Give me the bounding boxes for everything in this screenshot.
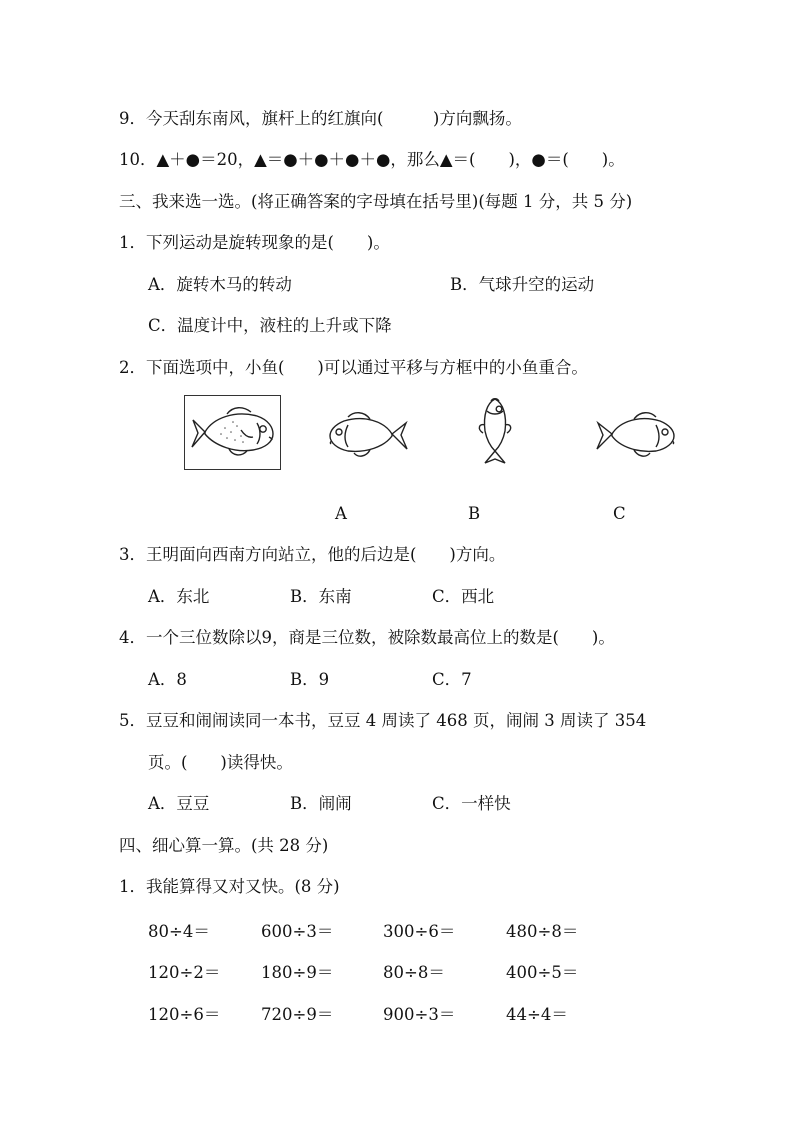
reference-fish-box bbox=[184, 395, 281, 470]
calc-item: 180÷9＝ bbox=[261, 963, 334, 982]
question-10: 10．▲＋●＝20，▲＝●＋●＋●＋●，那么▲＝( )，●＝( )。 bbox=[119, 150, 625, 169]
s3-q1-option-b: B．气球升空的运动 bbox=[450, 275, 595, 294]
s4-question-1: 1．我能算得又对又快。(8 分) bbox=[119, 877, 340, 896]
s3-question-5-line2: 页。( )读得快。 bbox=[148, 753, 293, 772]
section-4-heading: 四、细心算一算。(共 28 分) bbox=[119, 836, 329, 855]
s3-q5-option-a: A．豆豆 bbox=[148, 794, 210, 813]
s3-q4-option-a: A．8 bbox=[148, 670, 187, 689]
s3-question-2: 2．下面选项中，小鱼( )可以通过平移与方框中的小鱼重合。 bbox=[119, 358, 588, 377]
s3-q3-option-b: B．东南 bbox=[290, 587, 352, 606]
calc-item: 80÷4＝ bbox=[148, 922, 210, 941]
calc-item: 300÷6＝ bbox=[383, 922, 456, 941]
s3-q3-option-c: C．西北 bbox=[432, 587, 495, 606]
fish-icon bbox=[185, 396, 280, 469]
question-9: 9．今天刮东南风，旗杆上的红旗向( )方向飘扬。 bbox=[119, 109, 522, 128]
calc-item: 120÷2＝ bbox=[148, 963, 221, 982]
fish-icon bbox=[326, 403, 412, 465]
s3-q1-option-a: A．旋转木马的转动 bbox=[148, 275, 292, 294]
s3-q4-option-b: B．9 bbox=[290, 670, 330, 689]
s3-q5-option-b: B．闹闹 bbox=[290, 794, 352, 813]
s3-question-1: 1．下列运动是旋转现象的是( )。 bbox=[119, 233, 390, 252]
section-3-heading: 三、我来选一选。(将正确答案的字母填在括号里)(每题 1 分，共 5 分) bbox=[119, 192, 633, 211]
option-a-fish bbox=[326, 403, 412, 465]
option-c-fish bbox=[592, 403, 678, 465]
s3-question-5-line1: 5．豆豆和闹闹读同一本书，豆豆 4 周读了 468 页，闹闹 3 周读了 354 bbox=[119, 711, 647, 730]
calc-item: 80÷8＝ bbox=[383, 963, 445, 982]
fish-icon bbox=[473, 395, 517, 467]
calc-item: 480÷8＝ bbox=[506, 922, 579, 941]
s3-q1-option-c: C．温度计中，液柱的上升或下降 bbox=[148, 316, 392, 335]
s3-q5-option-c: C．一样快 bbox=[432, 794, 511, 813]
fish-label-a: A bbox=[335, 504, 347, 523]
calc-item: 44÷4＝ bbox=[506, 1005, 568, 1024]
calc-item: 400÷5＝ bbox=[506, 963, 579, 982]
calc-item: 120÷6＝ bbox=[148, 1005, 221, 1024]
fish-icon bbox=[592, 403, 678, 465]
calc-item: 600÷3＝ bbox=[261, 922, 334, 941]
fish-label-c: C bbox=[613, 504, 626, 523]
s3-q3-option-a: A．东北 bbox=[148, 587, 210, 606]
fish-label-b: B bbox=[468, 504, 481, 523]
calc-item: 900÷3＝ bbox=[383, 1005, 456, 1024]
calc-item: 720÷9＝ bbox=[261, 1005, 334, 1024]
s3-question-4: 4．一个三位数除以9，商是三位数，被除数最高位上的数是( )。 bbox=[119, 628, 615, 647]
option-b-fish bbox=[473, 395, 517, 467]
s3-q4-option-c: C．7 bbox=[432, 670, 472, 689]
s3-question-3: 3．王明面向西南方向站立，他的后边是( )方向。 bbox=[119, 545, 506, 564]
